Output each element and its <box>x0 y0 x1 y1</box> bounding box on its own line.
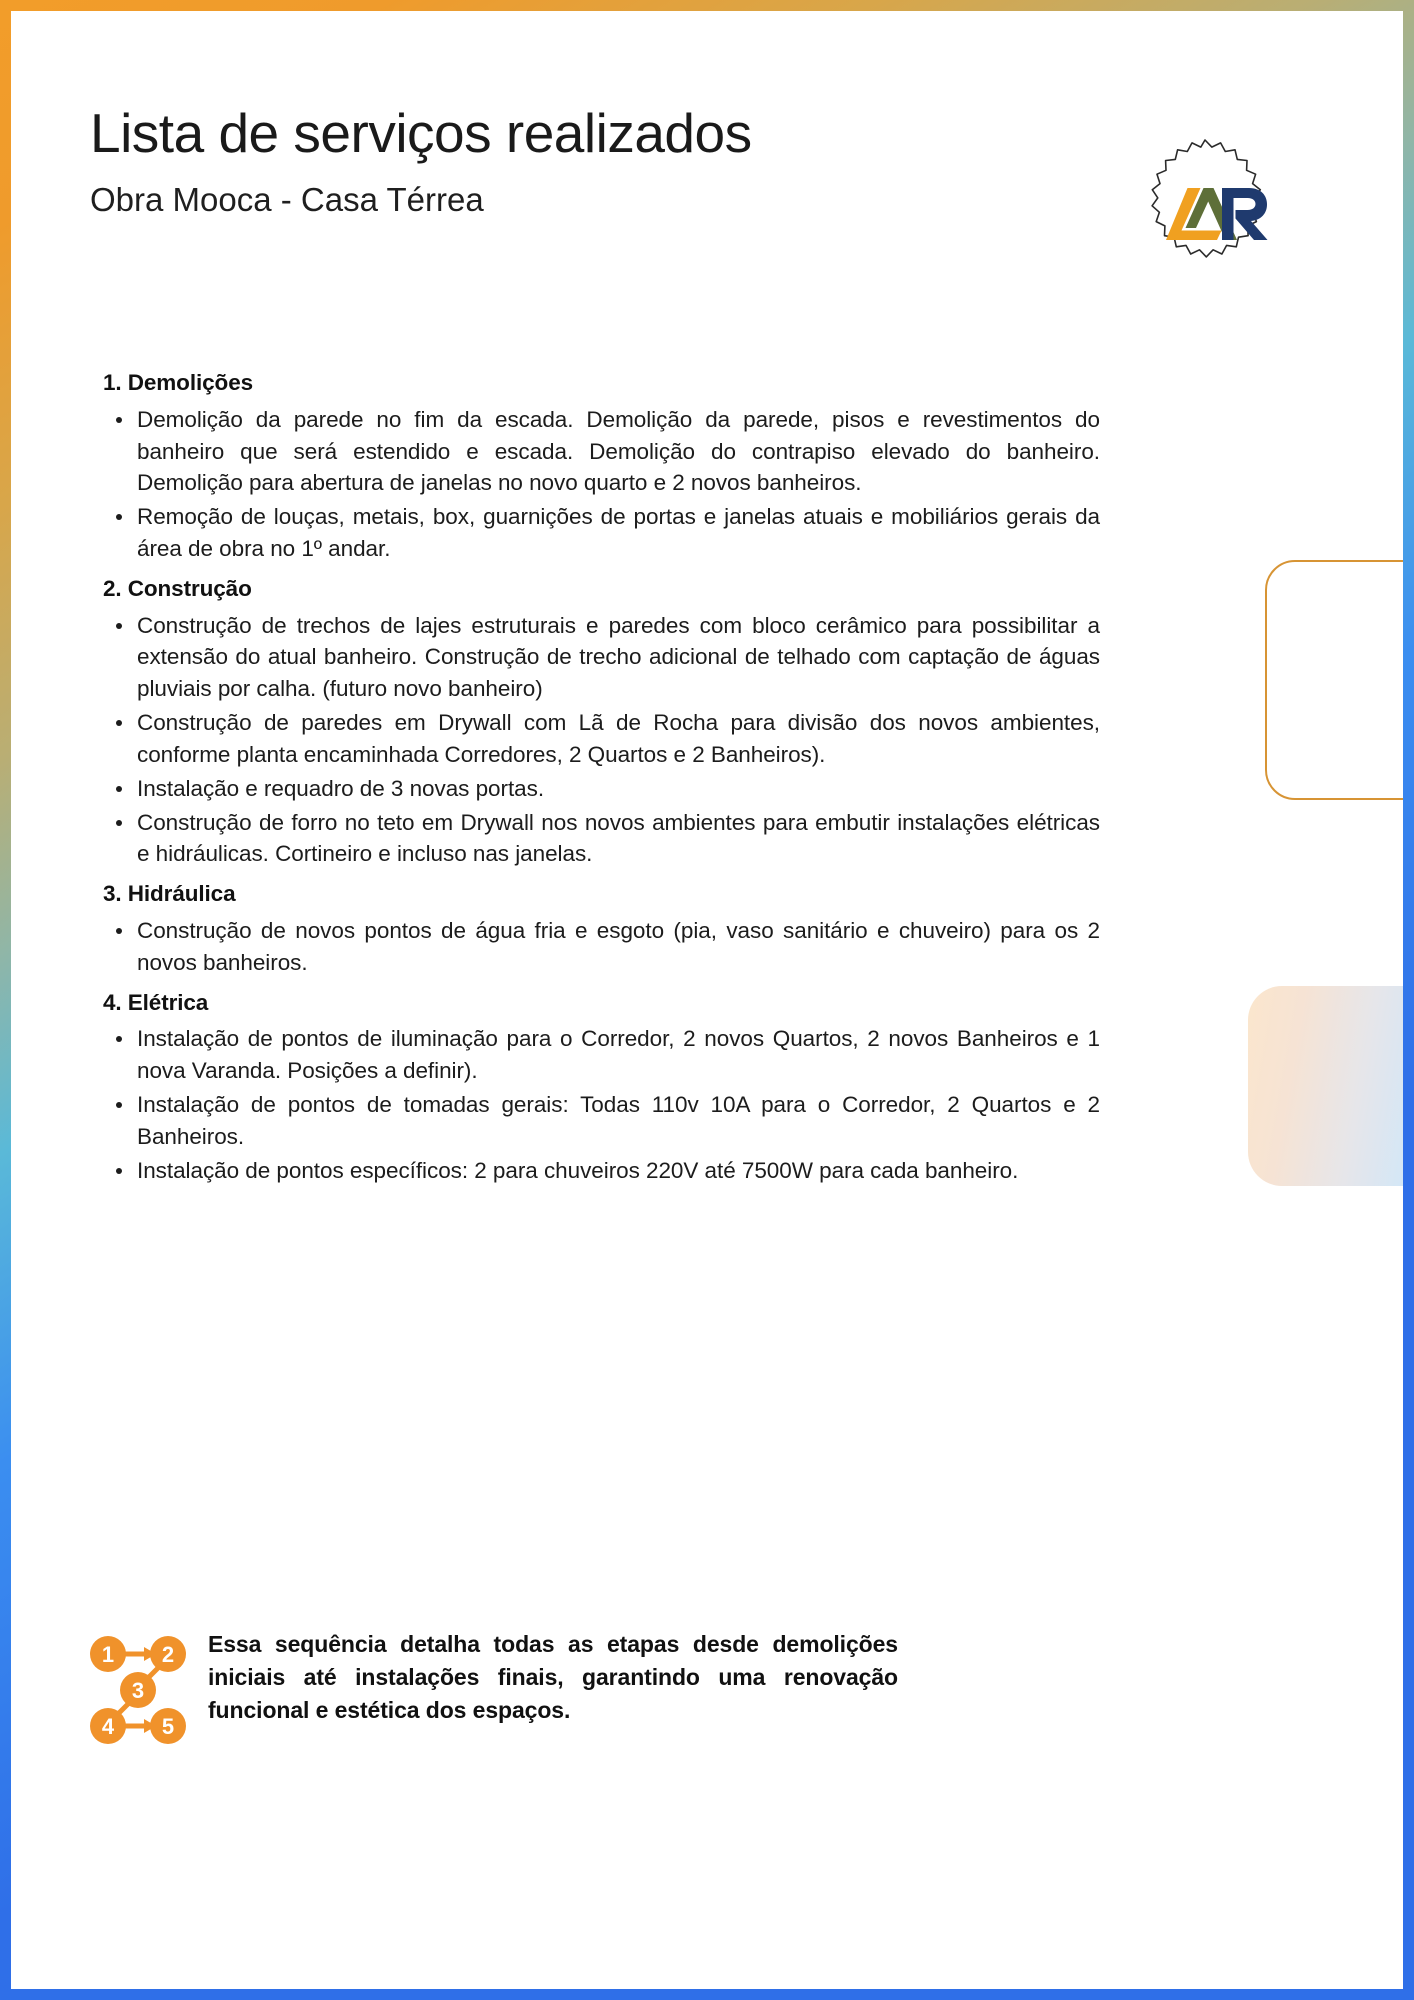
list-item: Instalação de pontos de iluminação para o Corredor, 2 novos Quartos, 2 novos Banheiros e 1 nova Varanda. Posições a definir). <box>90 1023 1100 1087</box>
decorative-outline-rect <box>1265 560 1403 800</box>
list-item: Instalação de pontos de tomadas gerais: Todas 110v 10A para o Corredor, 2 Quartos e 2 Banheiros. <box>90 1089 1100 1153</box>
page-canvas <box>11 11 1403 1989</box>
services-list <box>90 366 1100 1194</box>
section-list-1 <box>90 404 1100 565</box>
section-heading-1: 1. Demolições <box>103 370 254 395</box>
page-subtitle: Obra Mooca - Casa Térrea <box>90 180 484 218</box>
svg-text:2: 2 <box>161 1642 175 1667</box>
logo-letter-r <box>1222 188 1268 240</box>
list-item: Demolição da parede no fim da escada. Demolição da parede, pisos e revestimentos do banheiro que será estendido e escada. Demolição do contrapiso elevado do banheiro. Demolição para abertura de janelas no novo quarto e 2 novos banheiros. <box>90 404 1100 499</box>
svg-text:4: 4 <box>101 1714 115 1739</box>
section-list-4 <box>90 1023 1100 1186</box>
numbered-flow-icon <box>90 1636 186 1744</box>
section-list-2 <box>90 610 1100 871</box>
list-item: Instalação de pontos específicos: 2 para chuveiros 220V até 7500W para cada banheiro. <box>90 1155 1100 1187</box>
section-list-3 <box>90 915 1100 979</box>
page-title: Lista de serviços realizados <box>90 102 752 164</box>
summary-text: Essa sequência detalha todas as etapas desde demolições iniciais até instalações finais, garantindo uma renovação funcional e estética dos espaços. <box>208 1631 898 1723</box>
section-heading-4: 4. Elétrica <box>103 989 209 1015</box>
section-heading-2: 2. Construção <box>103 575 252 601</box>
list-item: Instalação e requadro de 3 novas portas. <box>90 773 1100 805</box>
decorative-gradient-rect <box>1248 986 1403 1186</box>
svg-text:3: 3 <box>131 1678 145 1703</box>
summary-callout <box>90 1628 1100 1744</box>
svg-text:1: 1 <box>101 1642 115 1667</box>
svg-text:5: 5 <box>161 1714 175 1739</box>
list-item: Construção de forro no teto em Drywall nos novos ambientes para embutir instalações elétricas e hidráulicas. Cortineiro e incluso nas janelas. <box>90 807 1100 871</box>
list-item: Remoção de louças, metais, box, guarnições de portas e janelas atuais e mobiliários gerais da área de obra no 1º andar. <box>90 501 1100 565</box>
list-item: Construção de novos pontos de água fria e esgoto (pia, vaso sanitário e chuveiro) para os 2 novos banheiros. <box>90 915 1100 979</box>
list-item: Construção de trechos de lajes estruturais e paredes com bloco cerâmico para possibilitar a extensão do atual banheiro. Construção de trecho adicional de telhado com captação de águas pluviais por calha. (futuro novo banheiro) <box>90 610 1100 705</box>
list-item: Construção de paredes em Drywall com Lã de Rocha para divisão dos novos ambientes, conforme planta encaminhada Corredores, 2 Quartos e 2 Banheiros). <box>90 707 1100 771</box>
section-heading-3: 3. Hidráulica <box>103 881 236 907</box>
lar-logo <box>1125 136 1285 296</box>
